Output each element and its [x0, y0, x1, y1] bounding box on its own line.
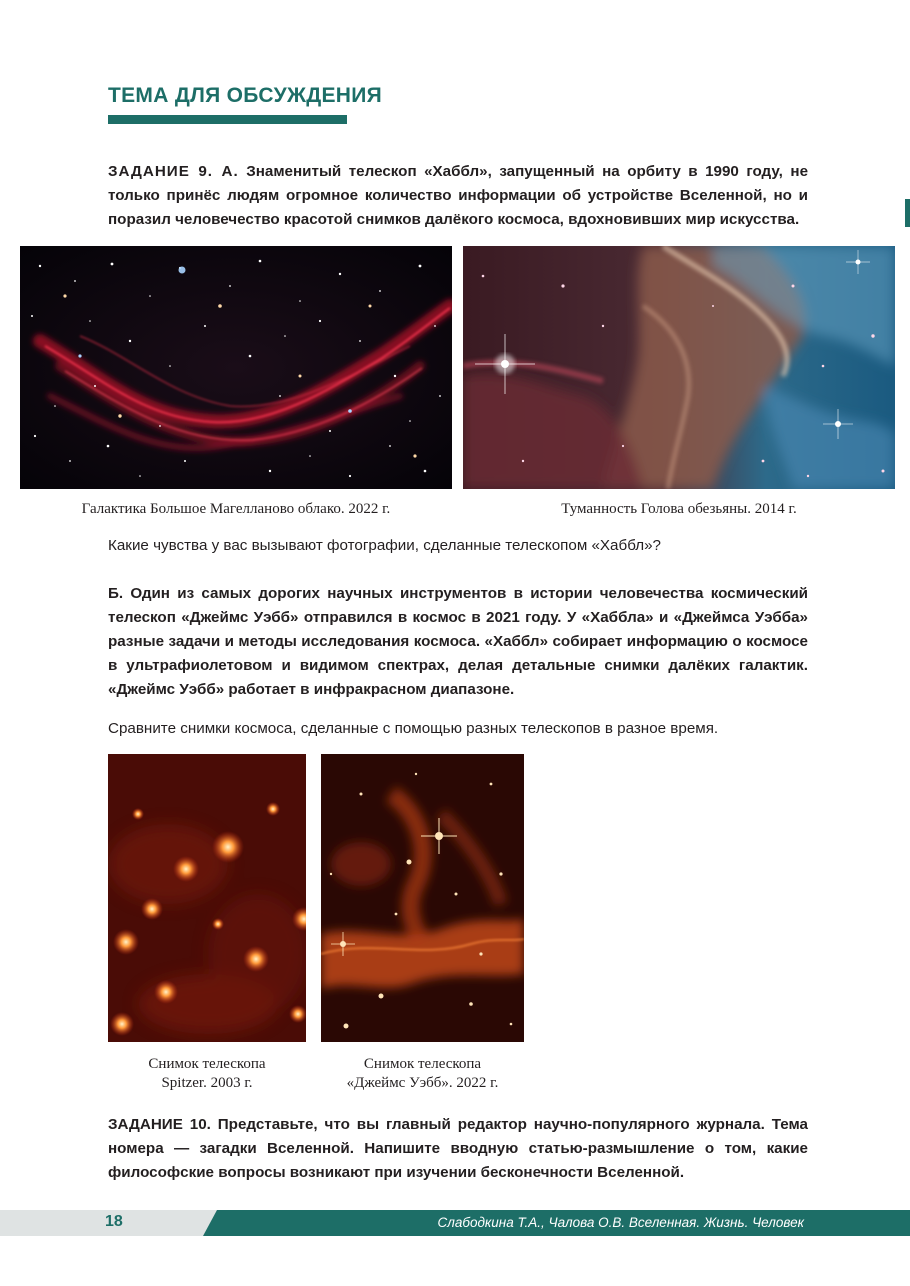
- spitzer-image: [108, 754, 306, 1042]
- task9-text: Знаменитый телескоп «Хаббл», запущенный на орбиту в 1990 году, не только принёс людям огромное количество информации об устройстве Вселенной, но и поразил человечество красотой снимков далёкого космоса, вдохновивших мир искусства.: [108, 163, 809, 228]
- caption-jwst: [321, 1055, 524, 1093]
- section-title: ТЕМА ДЛЯ ОБСУЖДЕНИЯ: [108, 84, 383, 107]
- caption-spitzer-line2: Spitzer. 2003 г.: [161, 1075, 253, 1091]
- caption-jwst-line2: «Джеймс Уэбб». 2022 г.: [346, 1075, 499, 1091]
- caption-spitzer: [108, 1055, 306, 1093]
- hubble-image-lmc: [20, 246, 452, 489]
- page-edge-marker: [905, 199, 910, 227]
- caption-jwst-line1: Снимок телескопа: [363, 1056, 482, 1072]
- hubble-image-monkey-head: [463, 246, 895, 489]
- caption-spitzer-line1: Снимок телескопа: [148, 1056, 266, 1072]
- task9-question: Какие чувства у вас вызывают фотографии, сделанные телескопом «Хаббл»?: [108, 537, 661, 554]
- task9-b-paragraph: Б. Один из самых дорогих научных инструментов в истории человечества космический телескоп «Джеймс Уэбб» отправился в космос в 2021 году. У «Хаббла» и «Джеймса Уэбба» разные задачи и методы исследования космоса. «Хаббл» собирает информацию о космосе в ультрафиолетовом и видимом спектрах, делая детальные снимки далёких галактик. «Джеймс Уэбб» работает в инфракрасном диапазоне.: [108, 585, 808, 698]
- task10-text: Представьте, что вы главный редактор научно-популярного журнала. Тема номера — загадки Вселенной. Напишите вводную статью-размышление о том, какие философские вопросы возникают при изучении бесконечности Вселенной.: [108, 1116, 808, 1181]
- task9-compare-instruction: Сравните снимки космоса, сделанные с помощью разных телескопов в разное время.: [108, 720, 719, 737]
- task10-paragraph: [108, 1113, 808, 1185]
- task9-label: ЗАДАНИЕ 9. А.: [108, 163, 239, 180]
- jwst-image: [321, 754, 524, 1042]
- footer-book-title: Слабодкина Т.А., Чалова О.В. Вселенная. Жизнь. Человек: [437, 1215, 804, 1230]
- caption-lmc: Галактика Большое Магелланово облако. 2022 г.: [81, 501, 391, 517]
- caption-monkey-head: Туманность Голова обезьяны. 2014 г.: [561, 501, 797, 517]
- section-title-underline: [108, 115, 347, 124]
- page-number: 18: [105, 1213, 123, 1230]
- task9-paragraph: [108, 160, 808, 232]
- task10-label: ЗАДАНИЕ 10.: [108, 1116, 211, 1133]
